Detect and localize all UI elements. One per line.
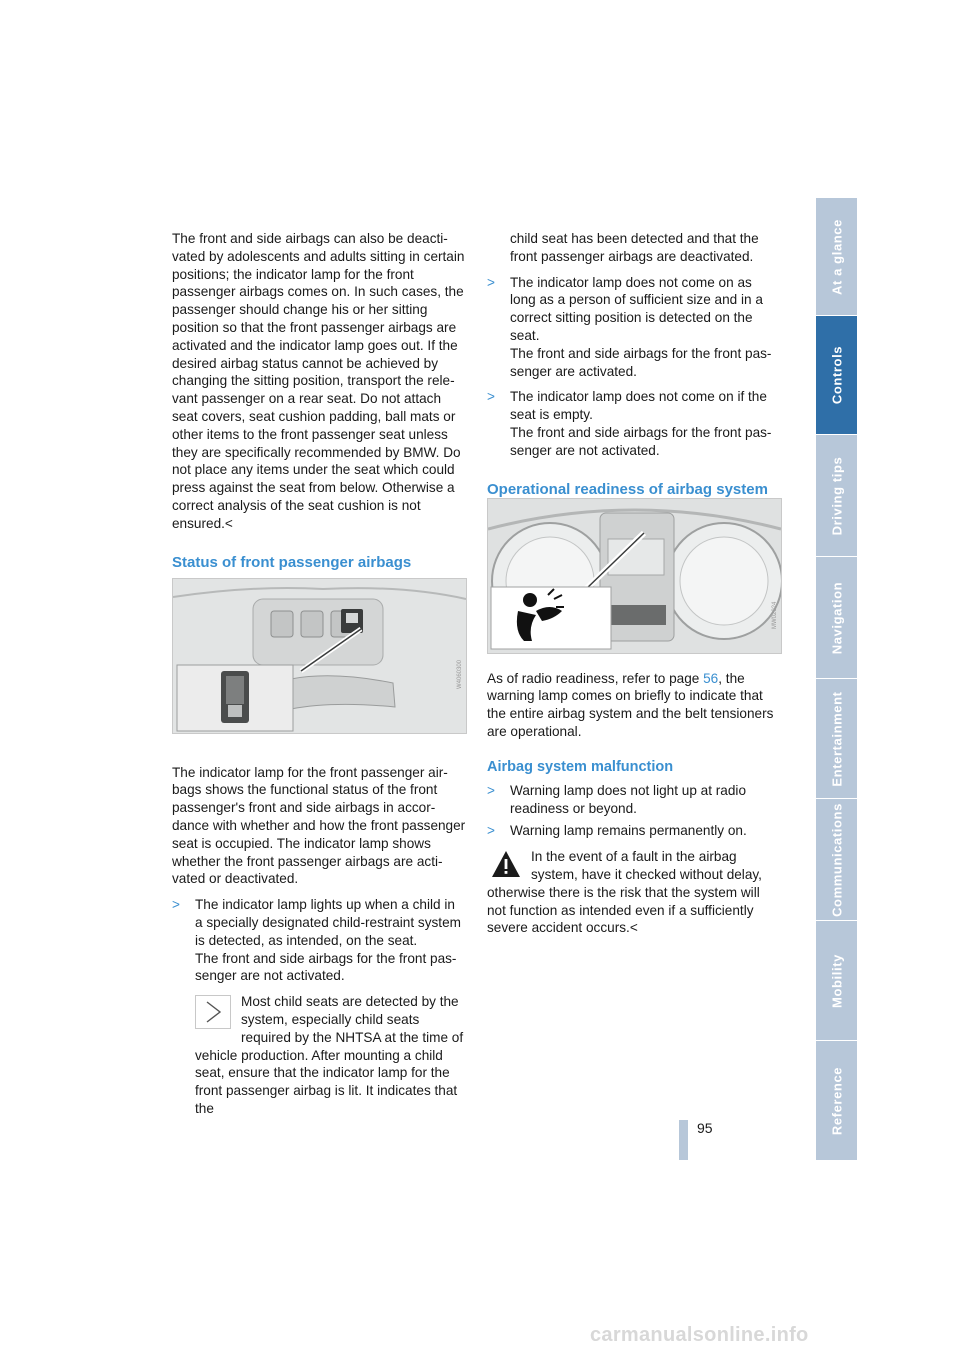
tab-communications[interactable]: Communications <box>816 799 857 921</box>
tab-driving-tips[interactable]: Driving tips <box>816 435 857 557</box>
page-number-bar <box>679 1120 688 1160</box>
bullet-mark: > <box>487 782 495 798</box>
page-number: 95 <box>697 1120 713 1136</box>
console-illustration <box>173 579 466 733</box>
section-title-status: Status of front passenger airbags <box>172 553 412 571</box>
bullet-2-text: The indicator lamp does not come on as long as a person of sufficient size and in a correct sitting position is detected on the seat. <box>510 274 763 343</box>
warning-triangle-icon <box>491 850 521 878</box>
status-paragraph: The indicator lamp for the front passenger airbags shows the functional status of the front passenger's front and side airbags in accordance with whether and how the front passenger seat is occupied. The indicator lamp shows whether the front passenger airbags are activated or deactivated. <box>172 764 466 887</box>
bullet-item-3 <box>487 388 781 459</box>
cluster-illustration <box>488 499 781 653</box>
warning-text: In the event of a fault in the airbag system, have it checked without delay, otherwise there is the risk that the system will not function as intended even if a sufficiently severe accident occurs. <box>487 849 762 936</box>
tab-controls[interactable]: Controls <box>816 316 857 435</box>
bullet-3-text: The indicator lamp does not come on if the seat is empty. <box>510 389 767 423</box>
bullet-mark: > <box>487 823 495 839</box>
subsection-title-malfunction: Airbag system malfunction <box>487 758 674 775</box>
bullet-1-text: The indicator lamp lights up when a child in a specially designated child-restraint system is detected, as intended, on the seat. <box>195 897 461 948</box>
figure-airbag-warning-lamp <box>487 498 782 654</box>
figure-passenger-airbag-lamp <box>172 578 467 734</box>
figure-code: MW02024 <box>772 601 778 629</box>
tab-entertainment[interactable]: Entertainment <box>816 679 857 799</box>
readiness-paragraph: As of radio readiness, refer to page 56, the warning lamp comes on briefly to indicate that the entire airbag system and the belt tensioners are operational. <box>487 670 774 739</box>
end-mark: < <box>629 920 638 936</box>
bullet-2-line2: The front and side airbags for the front passenger are activated. <box>510 345 772 379</box>
tab-mobility[interactable]: Mobility <box>816 921 857 1041</box>
note-arrow-icon <box>195 995 231 1029</box>
bullet-1-line2: The front and side airbags for the front passenger are not activated. <box>195 950 457 984</box>
bullet-3-line2: The front and side airbags for the front passenger are not activated. <box>510 424 772 458</box>
intro-paragraph: The front and side airbags can also be deactivated by adolescents and adults sitting in certain positions; the indicator lamp for the front passenger airbags comes on. In such cases, the passenger should change his or her sitting position so that the front passenger airbags are activated and the indicator lamp goes out. If the desired airbag status cannot be achieved by changing the sitting position, transport the relevant passenger on a rear seat. Do not attach seat covers, seat cushion padding, ball mats or other items to the front passenger seat unless they are specifically recommended by BMW. Do not place any items under the seat which could press against the seat from below. Otherwise a correct analysis of the seat cushion is not ensured.< <box>172 231 465 531</box>
section-title-readiness: Operational readiness of airbag system <box>487 480 768 498</box>
tab-navigation[interactable]: Navigation <box>816 557 857 679</box>
figure-code: W4060300 <box>457 659 463 689</box>
bullet-mark: > <box>487 389 495 405</box>
warning-block <box>487 848 781 937</box>
note-block <box>172 993 466 1118</box>
bullet-4-text: Warning lamp does not light up at radio readiness or beyond. <box>510 782 747 816</box>
page-link-56[interactable]: 56 <box>703 670 719 686</box>
bullet-item-4 <box>487 782 781 818</box>
end-mark: < <box>224 515 233 531</box>
tab-reference[interactable]: Reference <box>816 1041 857 1161</box>
bullet-5-text: Warning lamp remains permanently on. <box>510 823 747 839</box>
bullet-item-2 <box>487 274 781 381</box>
bullet-item-1 <box>172 896 466 985</box>
note-text: Most child seats are detected by the system, especially child seats required by the NHTSA at the time of vehicle production. After mounting a child seat, ensure that the indicator lamp for the front passenger airbag is lit. It indicates that the <box>195 994 464 1116</box>
tab-at-a-glance[interactable]: At a glance <box>816 198 857 316</box>
bullet-mark: > <box>487 274 495 290</box>
bullet-mark: > <box>172 897 180 913</box>
note-continuation: child seat has been detected and that the front passenger airbags are deactivated. <box>510 231 759 264</box>
bullet-item-5 <box>487 822 781 840</box>
chapter-tabs <box>816 198 857 1160</box>
footer-watermark: carmanualsonline.info <box>590 1324 809 1346</box>
